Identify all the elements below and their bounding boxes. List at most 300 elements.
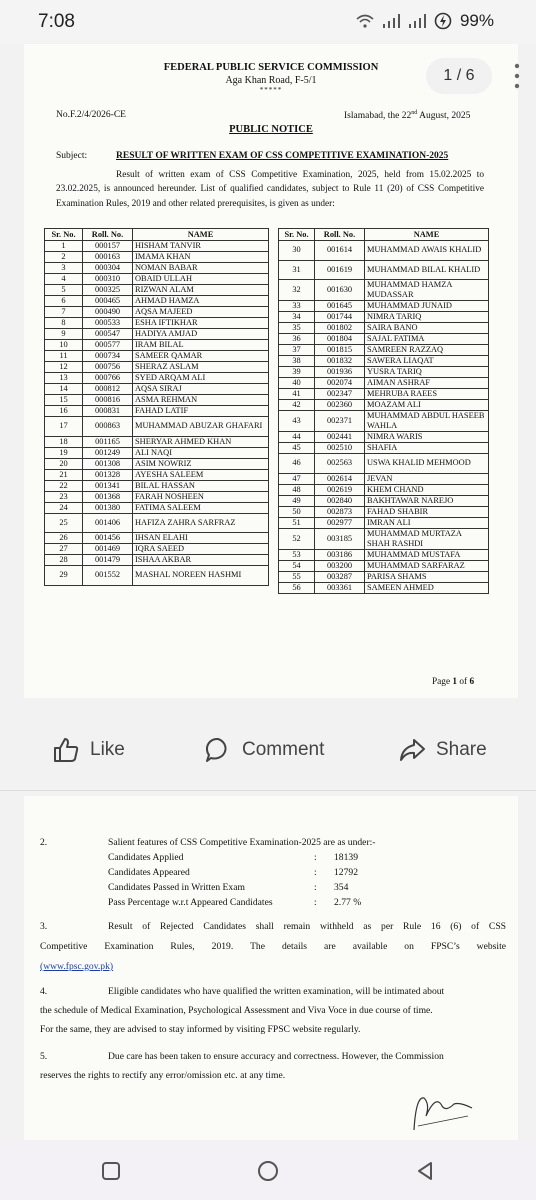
cell-name: KHEM CHAND <box>365 484 489 495</box>
cell-roll-no: 002873 <box>315 506 365 517</box>
cell-roll-no: 000734 <box>83 351 133 362</box>
cell-name: FAHAD SHABIR <box>365 506 489 517</box>
feature-value: 354 <box>334 882 349 893</box>
comment-button[interactable] <box>204 736 324 764</box>
battery-saver-icon <box>434 12 452 30</box>
feature-label: Candidates Passed in Written Exam <box>108 882 245 893</box>
cell-sr-no: 50 <box>279 506 315 517</box>
cell-roll-no: 001630 <box>315 280 365 301</box>
cell-name: ISHAA AKBAR <box>133 555 269 566</box>
table-row <box>279 484 489 495</box>
cell-sr-no: 24 <box>45 502 83 513</box>
page-footer <box>432 677 474 687</box>
cell-roll-no: 002371 <box>315 411 365 432</box>
cell-sr-no: 43 <box>279 411 315 432</box>
table-row <box>45 362 269 373</box>
status-time: 7:08 <box>38 11 75 32</box>
cell-roll-no: 001614 <box>315 241 365 261</box>
cell-sr-no: 16 <box>45 406 83 417</box>
table-row <box>45 340 269 351</box>
table-row <box>279 473 489 484</box>
cell-sr-no: 49 <box>279 495 315 506</box>
cell-roll-no: 001308 <box>83 458 133 469</box>
cell-name: AYESHA SALEEM <box>133 469 269 480</box>
cell-sr-no: 32 <box>279 280 315 301</box>
salient-intro: Salient features of CSS Competitive Examination-2025 are as under:- <box>108 837 376 848</box>
subject-label: Subject: <box>56 151 88 161</box>
cell-name: AIMAN ASHRAF <box>365 378 489 389</box>
cell-roll-no: 000163 <box>83 252 133 263</box>
cell-roll-no: 003361 <box>315 582 365 593</box>
cell-roll-no: 001804 <box>315 334 365 345</box>
table-row <box>279 280 489 301</box>
header-name: NAME <box>365 229 489 241</box>
para-2-number: 2. <box>40 837 48 848</box>
cell-sr-no: 11 <box>45 351 83 362</box>
cell-sr-no: 13 <box>45 373 83 384</box>
table-row <box>45 395 269 406</box>
table-row <box>279 495 489 506</box>
cell-roll-no: 001479 <box>83 555 133 566</box>
cell-name: FATIMA SALEEM <box>133 502 269 513</box>
cell-roll-no: 002074 <box>315 378 365 389</box>
cell-roll-no: 000816 <box>83 395 133 406</box>
signature <box>408 1086 478 1134</box>
cell-roll-no: 001341 <box>83 480 133 491</box>
cell-roll-no: 001328 <box>83 469 133 480</box>
cell-sr-no: 44 <box>279 432 315 443</box>
table-row <box>45 502 269 513</box>
like-label: Like <box>90 739 125 760</box>
cell-roll-no: 000325 <box>83 285 133 296</box>
cell-sr-no: 54 <box>279 560 315 571</box>
table-row <box>279 389 489 400</box>
cell-roll-no: 002510 <box>315 443 365 454</box>
feature-value: 12792 <box>334 867 358 878</box>
cell-sr-no: 55 <box>279 571 315 582</box>
cell-name: MUHAMMAD JUNAID <box>365 301 489 312</box>
cell-sr-no: 52 <box>279 528 315 549</box>
cell-sr-no: 33 <box>279 301 315 312</box>
cell-sr-no: 21 <box>45 469 83 480</box>
para-5-number: 5. <box>40 1051 48 1062</box>
cell-roll-no: 002360 <box>315 400 365 411</box>
like-button[interactable] <box>52 736 125 764</box>
cell-name: SAMREEN RAZZAQ <box>365 345 489 356</box>
cell-name: MUHAMMAD ABDUL HASEEB WAHLA <box>365 411 489 432</box>
cell-sr-no: 29 <box>45 566 83 586</box>
cell-name: FARAH NOSHEEN <box>133 491 269 502</box>
cell-roll-no: 000812 <box>83 384 133 395</box>
thumbs-up-icon <box>52 736 80 764</box>
table-row <box>45 241 269 252</box>
table-row <box>45 436 269 447</box>
table-row <box>279 400 489 411</box>
cell-roll-no: 001802 <box>315 323 365 334</box>
table-row <box>279 517 489 528</box>
cell-name: SAMEEN AHMED <box>365 582 489 593</box>
date-sup: nd <box>411 110 418 116</box>
cell-sr-no: 38 <box>279 356 315 367</box>
cell-name: NOMAN BABAR <box>133 263 269 274</box>
date-pre: Islamabad, the 22 <box>344 111 412 122</box>
cell-sr-no: 4 <box>45 274 83 285</box>
header-sr: Sr. No. <box>45 229 83 241</box>
table-row <box>279 356 489 367</box>
cell-sr-no: 9 <box>45 329 83 340</box>
table-row <box>45 263 269 274</box>
table-row <box>279 345 489 356</box>
feature-colon: : <box>314 882 317 893</box>
cell-sr-no: 46 <box>279 454 315 474</box>
cell-sr-no: 6 <box>45 296 83 307</box>
cell-name: SHAFIA <box>365 443 489 454</box>
cell-name: SAMEER QAMAR <box>133 351 269 362</box>
page-pre: Page <box>432 677 453 687</box>
cell-roll-no: 002619 <box>315 484 365 495</box>
para-4-line-3: For the same, they are advised to stay informed by visiting FPSC website regularly. <box>40 1024 361 1035</box>
table-row <box>45 566 269 586</box>
header-roll: Roll. No. <box>83 229 133 241</box>
cell-sr-no: 39 <box>279 367 315 378</box>
table-row <box>279 454 489 474</box>
cell-sr-no: 56 <box>279 582 315 593</box>
cell-roll-no: 000304 <box>83 263 133 274</box>
feature-colon: : <box>314 852 317 863</box>
cell-name: HISHAM TANVIR <box>133 241 269 252</box>
table-row <box>45 285 269 296</box>
table-row <box>45 318 269 329</box>
table-row <box>279 432 489 443</box>
cell-name: OBAID ULLAH <box>133 274 269 285</box>
cell-sr-no: 26 <box>45 533 83 544</box>
table-row <box>279 549 489 560</box>
table-row <box>279 241 489 261</box>
recent-apps-icon[interactable] <box>98 1158 124 1184</box>
cell-sr-no: 47 <box>279 473 315 484</box>
cell-name: USWA KHALID MEHMOOD <box>365 454 489 474</box>
table-row <box>45 274 269 285</box>
header-sr: Sr. No. <box>279 229 315 241</box>
cell-name: SAIRA BANO <box>365 323 489 334</box>
cell-name: PARISA SHAMS <box>365 571 489 582</box>
cell-roll-no: 003185 <box>315 528 365 549</box>
para-5-line-1: Due care has been taken to ensure accuracy and correctness. However, the Commission <box>108 1051 444 1062</box>
cell-name: SAWERA LIAQAT <box>365 356 489 367</box>
cell-roll-no: 002977 <box>315 517 365 528</box>
org-name: FEDERAL PUBLIC SERVICE COMMISSION <box>163 62 379 73</box>
cell-roll-no: 001165 <box>83 436 133 447</box>
table-row <box>45 544 269 555</box>
table-row <box>45 447 269 458</box>
cell-name: IQRA SAEED <box>133 544 269 555</box>
cell-sr-no: 36 <box>279 334 315 345</box>
cell-roll-no: 001552 <box>83 566 133 586</box>
table-row <box>279 528 489 549</box>
cell-sr-no: 41 <box>279 389 315 400</box>
home-icon[interactable] <box>255 1158 281 1184</box>
page-total: 6 <box>469 677 475 687</box>
cell-sr-no: 31 <box>279 260 315 280</box>
cell-sr-no: 35 <box>279 323 315 334</box>
cell-name: SYED ARQAM ALI <box>133 373 269 384</box>
cell-name: HADIYA AMJAD <box>133 329 269 340</box>
feature-label: Candidates Applied <box>108 852 184 863</box>
cell-sr-no: 5 <box>45 285 83 296</box>
para-4-line-2: the schedule of Medical Examination, Psychological Assessment and Viva Voce in due course of time. <box>40 1005 433 1016</box>
table-row <box>45 555 269 566</box>
cell-sr-no: 34 <box>279 312 315 323</box>
feature-colon: : <box>314 867 317 878</box>
cell-roll-no: 000756 <box>83 362 133 373</box>
cell-name: NIMRA TARIQ <box>365 312 489 323</box>
table-row <box>45 252 269 263</box>
wifi-icon <box>356 14 374 28</box>
cell-sr-no: 8 <box>45 318 83 329</box>
cell-roll-no: 001469 <box>83 544 133 555</box>
comment-label: Comment <box>242 739 325 760</box>
cell-sr-no: 14 <box>45 384 83 395</box>
cell-sr-no: 22 <box>45 480 83 491</box>
cell-name: RIZWAN ALAM <box>133 285 269 296</box>
cell-roll-no: 001645 <box>315 301 365 312</box>
table-row <box>279 334 489 345</box>
cell-roll-no: 000157 <box>83 241 133 252</box>
table-row <box>45 469 269 480</box>
table-row <box>45 384 269 395</box>
cell-sr-no: 3 <box>45 263 83 274</box>
cell-sr-no: 37 <box>279 345 315 356</box>
document-page-1[interactable] <box>24 44 518 698</box>
table-row <box>279 571 489 582</box>
cell-roll-no: 003186 <box>315 549 365 560</box>
cell-roll-no: 001936 <box>315 367 365 378</box>
table-row <box>45 373 269 384</box>
cell-sr-no: 48 <box>279 484 315 495</box>
cell-name: SHERYAR AHMED KHAN <box>133 436 269 447</box>
table-row <box>279 260 489 280</box>
fpsc-website-link[interactable]: (www.fpsc.gov.pk) <box>40 961 114 972</box>
cell-name: IRAM BILAL <box>133 340 269 351</box>
para-3-line-2: Competitive Examination Rules, 2019. The details are available on FPSC’s website <box>40 941 506 952</box>
cell-roll-no: 001832 <box>315 356 365 367</box>
cell-name: MEHRUBA RAEES <box>365 389 489 400</box>
cell-sr-no: 18 <box>45 436 83 447</box>
table-row <box>45 406 269 417</box>
cell-sr-no: 28 <box>45 555 83 566</box>
cell-sr-no: 20 <box>45 458 83 469</box>
cell-sr-no: 25 <box>45 513 83 533</box>
share-label: Share <box>436 739 487 760</box>
cell-roll-no: 000310 <box>83 274 133 285</box>
cell-roll-no: 001744 <box>315 312 365 323</box>
status-icons <box>356 11 494 31</box>
cell-name: ASMA REHMAN <box>133 395 269 406</box>
para-3-number: 3. <box>40 921 48 932</box>
intro-paragraph: Result of written exam of CSS Competitive Examination, 2025, held from 15.02.2025 to 23.02.2025, is announced hereunder. List of qualified candidates, subject to Rule 11 (20) of CSS Competitive Examination Rules, 2019 and other related prerequisites, is given as under: <box>56 170 484 209</box>
cell-sr-no: 53 <box>279 549 315 560</box>
header-name: NAME <box>133 229 269 241</box>
table-row <box>45 351 269 362</box>
cell-name: AHMAD HAMZA <box>133 296 269 307</box>
cell-name: MUHAMMAD SARFARAZ <box>365 560 489 571</box>
cell-roll-no: 002441 <box>315 432 365 443</box>
cell-roll-no: 002347 <box>315 389 365 400</box>
cell-name: ASIM NOWRIZ <box>133 458 269 469</box>
cell-name: MOAZAM ALI <box>365 400 489 411</box>
cell-name: MUHAMMAD HAMZA MUDASSAR <box>365 280 489 301</box>
cell-roll-no: 000465 <box>83 296 133 307</box>
cell-sr-no: 40 <box>279 378 315 389</box>
header-roll: Roll. No. <box>315 229 365 241</box>
cell-sr-no: 27 <box>45 544 83 555</box>
cell-roll-no: 002614 <box>315 473 365 484</box>
cell-sr-no: 15 <box>45 395 83 406</box>
cell-name: SHERAZ ASLAM <box>133 362 269 373</box>
page-indicator: 1 / 6 <box>426 58 492 94</box>
cell-name: IMAMA KHAN <box>133 252 269 263</box>
feature-label: Candidates Appeared <box>108 867 190 878</box>
signal-icon <box>408 14 426 28</box>
date-post: August, 2025 <box>417 111 471 122</box>
page-mid: of <box>457 677 470 687</box>
cell-sr-no: 30 <box>279 241 315 261</box>
cell-name: AQSA SIRAJ <box>133 384 269 395</box>
cell-roll-no: 000547 <box>83 329 133 340</box>
cell-name: MASHAL NOREEN HASHMI <box>133 566 269 586</box>
cell-roll-no: 002840 <box>315 495 365 506</box>
cell-roll-no: 003287 <box>315 571 365 582</box>
notice-title: PUBLIC NOTICE <box>229 124 313 135</box>
table-row <box>279 506 489 517</box>
cell-name: ESHA IFTIKHAR <box>133 318 269 329</box>
table-row <box>45 513 269 533</box>
cell-roll-no: 003200 <box>315 560 365 571</box>
table-row <box>45 533 269 544</box>
cell-roll-no: 000863 <box>83 417 133 437</box>
cell-roll-no: 000533 <box>83 318 133 329</box>
cell-roll-no: 001380 <box>83 502 133 513</box>
comment-icon <box>204 736 232 764</box>
table-row <box>279 560 489 571</box>
para-3-line-1: Result of Rejected Candidates shall remain withheld as per Rule 16 (6) of CSS <box>108 921 506 932</box>
feature-value: 2.77 % <box>334 897 362 908</box>
cell-name: HAFIZA ZAHRA SARFRAZ <box>133 513 269 533</box>
cell-name: NIMRA WARIS <box>365 432 489 443</box>
table-row <box>45 296 269 307</box>
cell-roll-no: 000490 <box>83 307 133 318</box>
cell-name: FAHAD LATIF <box>133 406 269 417</box>
back-icon[interactable] <box>412 1158 438 1184</box>
table-row <box>279 367 489 378</box>
cell-name: MUHAMMAD BILAL KHALID <box>365 260 489 280</box>
cell-name: JEVAN <box>365 473 489 484</box>
table-row <box>279 582 489 593</box>
cell-roll-no: 000766 <box>83 373 133 384</box>
cell-sr-no: 12 <box>45 362 83 373</box>
stars-separator: ***** <box>259 86 283 94</box>
share-icon <box>398 736 426 764</box>
feature-label: Pass Percentage w.r.t Appeared Candidates <box>108 897 273 908</box>
feature-value: 18139 <box>334 852 358 863</box>
table-row <box>279 301 489 312</box>
date-line <box>344 110 470 121</box>
cell-roll-no: 001456 <box>83 533 133 544</box>
cell-sr-no: 51 <box>279 517 315 528</box>
cell-name: BILAL HASSAN <box>133 480 269 491</box>
table-row <box>45 491 269 502</box>
cell-sr-no: 19 <box>45 447 83 458</box>
table-row <box>279 411 489 432</box>
para-5-line-2: reserves the rights to rectify any error/omission etc. at any time. <box>40 1070 286 1081</box>
results-table-right <box>278 228 489 594</box>
cell-roll-no: 002563 <box>315 454 365 474</box>
cell-roll-no: 001815 <box>315 345 365 356</box>
results-table-left <box>44 228 269 586</box>
share-button[interactable] <box>398 736 487 764</box>
feature-colon: : <box>314 897 317 908</box>
action-bar <box>0 716 536 782</box>
more-vert-icon[interactable] <box>512 62 522 90</box>
cell-name: BAKHTAWAR NAREJO <box>365 495 489 506</box>
signal-icon <box>382 14 400 28</box>
para-4-number: 4. <box>40 986 48 997</box>
cell-sr-no: 2 <box>45 252 83 263</box>
table-row <box>45 329 269 340</box>
battery-level: 99% <box>459 11 494 30</box>
cell-name: AQSA MAJEED <box>133 307 269 318</box>
table-row <box>45 417 269 437</box>
section-divider <box>0 790 536 791</box>
reference-number: No.F.2/4/2026-CE <box>56 110 126 120</box>
cell-sr-no: 7 <box>45 307 83 318</box>
table-row <box>279 323 489 334</box>
cell-roll-no: 001406 <box>83 513 133 533</box>
para-4-line-1: Eligible candidates who have qualified the written examination, will be intimated about <box>108 986 445 997</box>
cell-roll-no: 001249 <box>83 447 133 458</box>
cell-sr-no: 23 <box>45 491 83 502</box>
cell-roll-no: 001619 <box>315 260 365 280</box>
cell-sr-no: 10 <box>45 340 83 351</box>
cell-name: IHSAN ELAHI <box>133 533 269 544</box>
table-row <box>279 443 489 454</box>
table-row <box>45 307 269 318</box>
cell-roll-no: 000577 <box>83 340 133 351</box>
cell-name: MUHAMMAD AWAIS KHALID <box>365 241 489 261</box>
cell-name: MUHAMMAD MUSTAFA <box>365 549 489 560</box>
cell-name: IMRAN ALI <box>365 517 489 528</box>
status-bar <box>0 0 536 44</box>
subject-text: RESULT OF WRITTEN EXAM OF CSS COMPETITIVE EXAMINATION-2025 <box>116 151 449 161</box>
table-row <box>45 458 269 469</box>
system-nav-bar <box>0 1140 536 1200</box>
table-row <box>279 312 489 323</box>
cell-name: MUHAMMAD MURTAZA SHAH RASHDI <box>365 528 489 549</box>
cell-name: SAJAL FATIMA <box>365 334 489 345</box>
table-row <box>279 378 489 389</box>
cell-sr-no: 42 <box>279 400 315 411</box>
cell-name: ALI NAQI <box>133 447 269 458</box>
org-address: Aga Khan Road, F-5/1 <box>225 75 317 86</box>
table-row <box>45 480 269 491</box>
cell-sr-no: 45 <box>279 443 315 454</box>
page-num: 1 <box>452 677 458 687</box>
cell-name: YUSRA TARIQ <box>365 367 489 378</box>
cell-roll-no: 001368 <box>83 491 133 502</box>
document-page-2[interactable] <box>24 796 518 1140</box>
cell-name: MUHAMMAD ABUZAR GHAFARI <box>133 417 269 437</box>
cell-sr-no: 17 <box>45 417 83 437</box>
